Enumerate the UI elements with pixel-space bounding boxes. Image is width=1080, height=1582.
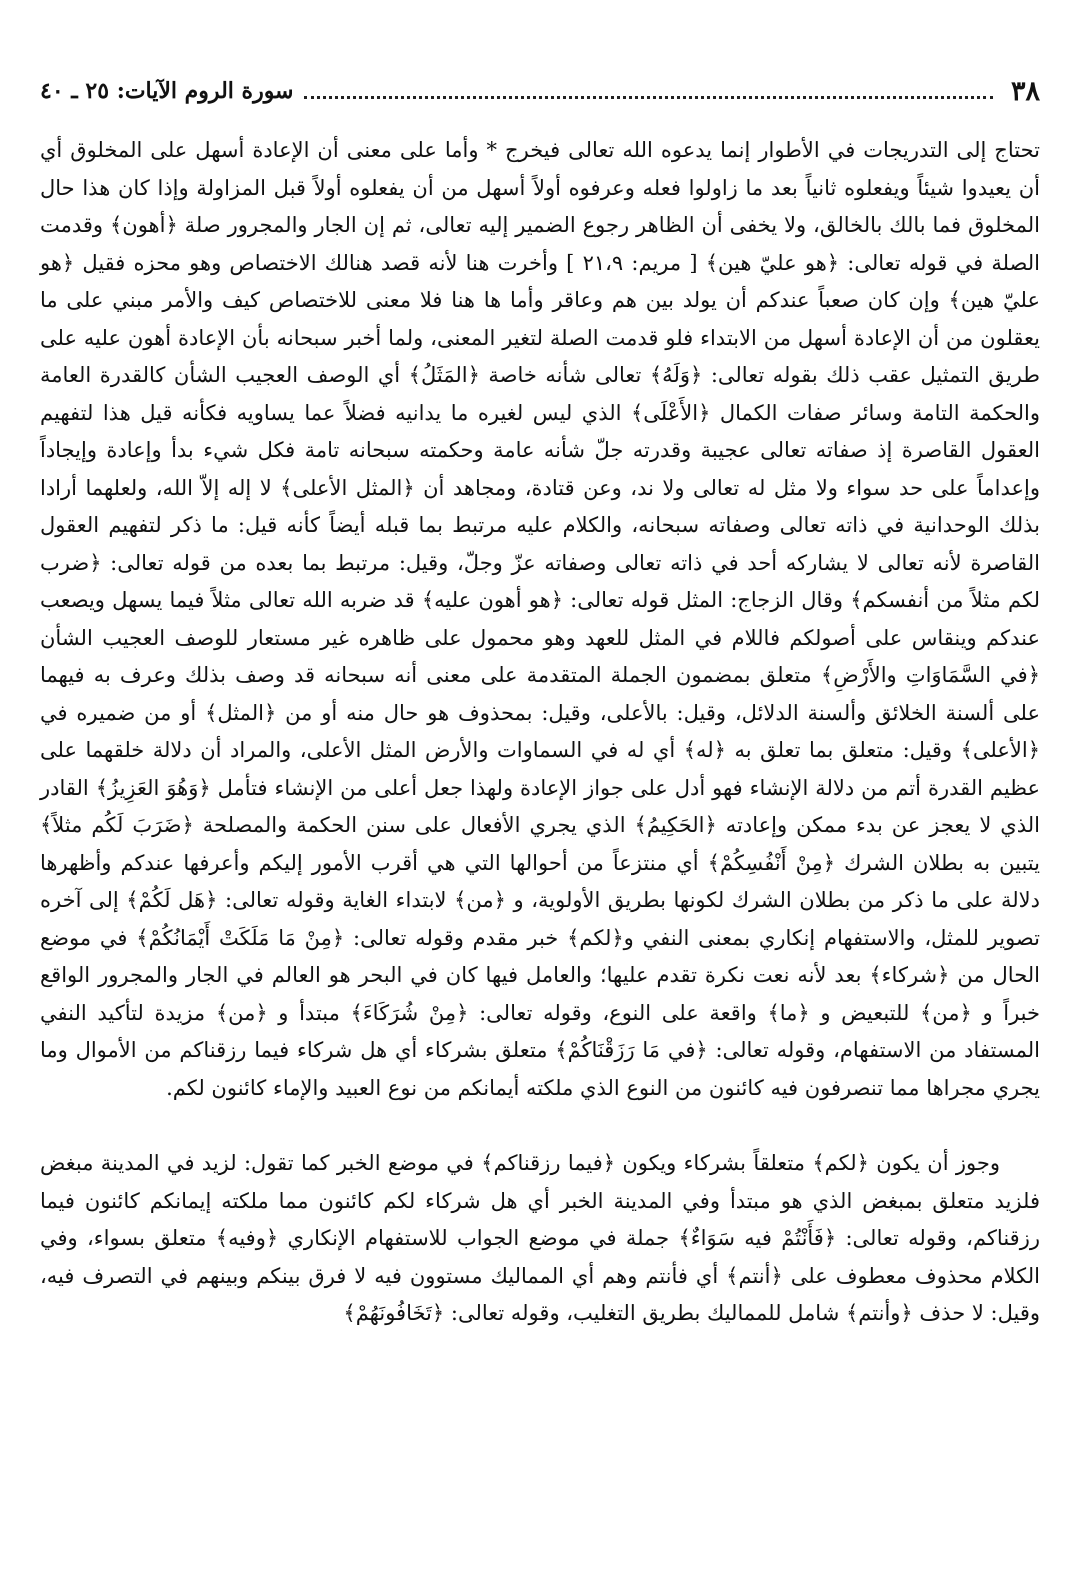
paragraph: تحتاج إلى التدريجات في الأطوار إنما يدعوه الله تعالى فيخرج * وأما على معنى أن الإعادة أسهل على المخلوق أي أن يعيدوا شيئاً ويفعلوه ثانياً بعد ما زاولوا فعله وعرفوه أولاً أسهل من أن يفعلوه أولاً قبل المزاولة وإذا كان هذا حال المخلوق فما بالك بالخالق، ولا يخفى أن الظاهر رجوع الضمير إليه تعالى، ثم إن الجار والمجرور صلة ﴿أهون﴾ وقدمت الصلة في قوله تعالى: ﴿هو عليّ هين﴾ [ مريم: ٢١،٩ ] وأخرت هنا لأنه قصد هنالك الاختصاص وهو محزه فقيل ﴿هو عليّ هين﴾ وإن كان صعباً عندكم أن يولد بين هم وعاقر وأما ها هنا فلا معنى للاختصاص كيف والأمر مبني على ما يعقلون من أن الإعادة أسهل من الابتداء فلو قدمت الصلة لتغير المعنى، ولما أخبر سبحانه بأن الإعادة أهون عليه على طريق التمثيل عقب ذلك بقوله تعالى: ﴿وَلَهُ﴾ تعالى شأنه خاصة ﴿المَثَلُ﴾ أي الوصف العجيب الشأن كالقدرة العامة والحكمة التامة وسائر صفات الكمال ﴿الأَعْلَى﴾ الذي ليس لغيره ما يدانيه فضلاً عما يساويه فكأنه قيل هذا لتفهيم العقول القاصرة إذ صفاته تعالى عجيبة وقدرته جلّ شأنه عامة وحكمته سبحانه تامة فكل شيء بدأ وإعادة وإيجاداً وإعداماً على حد سواء ولا مثل له تعالى ولا ند، وعن قتادة، ومجاهد أن ﴿المثل الأعلى﴾ لا إله إلاّ الله، ولعلهما أرادا بذلك الوحدانية في ذاته تعالى وصفاته سبحانه، والكلام عليه مرتبط بما قبله أيضاً كأنه قيل: ما ذكر لتفهيم العقول القاصرة لأنه تعالى لا يشاركه أحد في ذاته تعالى وصفاته عزّ وجلّ، وقيل: مرتبط بما بعده من قوله تعالى: ﴿ضرب لكم مثلاً من أنفسكم﴾ وقال الزجاج: المثل قوله تعالى: ﴿هو أهون عليه﴾ قد ضربه الله تعالى مثلاً فيما يسهل ويصعب عندكم وينقاس على أصولكم فاللام في المثل للعهد وهو محمول على ظاهره غير مستعار للوصف العجيب الشأن ﴿في السَّمَاوَاتِ والأَرْضِ﴾ متعلق بمضمون الجملة المتقدمة على معنى أنه سبحانه قد وصف بذلك وعرف به فيهما على ألسنة الخلائق وألسنة الدلائل، وقيل: بالأعلى، وقيل: بمحذوف هو حال منه أو من ﴿المثل﴾ أو من ضميره في ﴿الأعلى﴾ وقيل: متعلق بما تعلق به ﴿له﴾ أي له في السماوات والأرض المثل الأعلى، والمراد أن دلالة خلقهما على عظيم القدرة أتم من دلالة الإنشاء فهو أدل على جواز الإعادة ولهذا جعل أعلى من الإنشاء فتأمل ﴿وَهُوَ العَزِيزُ﴾ القادر الذي لا يعجز عن بدء ممكن وإعادته ﴿الحَكِيمُ﴾ الذي يجري الأفعال على سنن الحكمة والمصلحة ﴿ضَرَبَ لَكُم مثلاً﴾ يتبين به بطلان الشرك ﴿مِنْ أَنْفُسِكُمْ﴾ أي منتزعاً من أحوالها التي هي أقرب الأمور إليكم وأعرفها عندكم وأظهرها دلالة على ما ذكر من بطلان الشرك لكونها بطريق الأولوية، و ﴿من﴾ لابتداء الغاية وقوله تعالى: ﴿هَل لَكُمْ﴾ إلى آخره تصوير للمثل، والاستفهام إنكاري بمعنى النفي و﴿لكم﴾ خبر مقدم وقوله تعالى: ﴿مِنْ مَا مَلَكَتْ أَيْمَانُكُمْ﴾ في موضع الحال من ﴿شركاء﴾ بعد لأنه نعت نكرة تقدم عليها؛ والعامل فيها كان في البحر هو العالم في الجار والمجرور الواقع خبراً و ﴿من﴾ للتبعيض و ﴿ما﴾ واقعة على النوع، وقوله تعالى: ﴿مِنْ شُرَكَاءَ﴾ مبتدأ و ﴿من﴾ مزيدة لتأكيد النفي المستفاد من الاستفهام، وقوله تعالى: ﴿في مَا رَزَقْنَاكُمْ﴾ متعلق بشركاء أي هل شركاء فيما رزقناكم من الأموال وما يجري مجراها مما تنصرفون فيه كائنون من النوع الذي ملكته أيمانكم من نوع العبيد والإماء كائنون لكم.	[40, 138, 1041, 1100]
page-number: ٣٨	[1010, 75, 1040, 107]
page-header	[40, 66, 1040, 116]
paragraph: وجوز أن يكون ﴿لكم﴾ متعلقاً بشركاء ويكون ﴿فيما رزقناكم﴾ في موضع الخبر كما تقول: لزيد في المدينة مبغض فلزيد متعلق بمبغض الذي هو مبتدأ وفي المدينة الخبر أي هل شركاء لكم كائنون مما ملكته إيمانكم كائنون فيما رزقناكم، وقوله تعالى: ﴿فَأَنْتُمْ فيه سَوَاءٌ﴾ جملة في موضع الجواب للاستفهام الإنكاري ﴿وفيه﴾ متعلق بسواء، وفي الكلام محذوف معطوف على ﴿أنتم﴾ أي فأنتم وهم أي المماليك مستوون فيه لا فرق بينكم وبينهم في التصرف فيه، وقيل: لا حذف ﴿وأنتم﴾ شامل للمماليك بطريق التغليب، وقوله تعالى: ﴿تَخَافُونَهُمْ﴾	[40, 1151, 1040, 1325]
running-title: سورة الروم الآيات: ٢٥ ـ ٤٠	[40, 78, 294, 104]
document-body	[40, 132, 1040, 1333]
dotted-leader	[304, 96, 993, 99]
